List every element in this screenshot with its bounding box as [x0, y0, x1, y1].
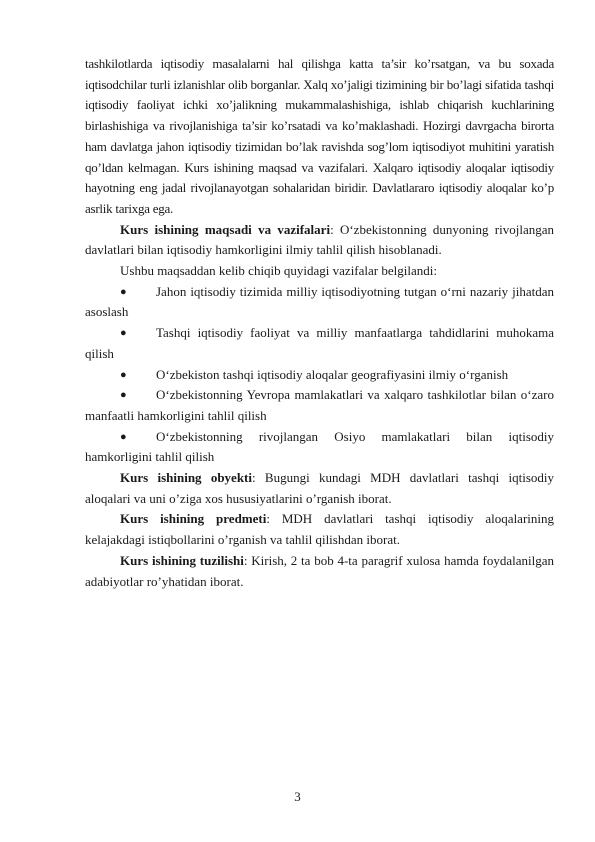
bullet-icon: ●: [120, 327, 127, 340]
task-item: [85, 282, 554, 323]
bullet-icon: ●: [120, 368, 127, 381]
task-text: O‘zbekiston tashqi iqtisodiy aloqalar geografiyasini ilmiy o‘rganish: [156, 366, 509, 382]
bullet-icon: ●: [120, 389, 127, 402]
structure-label: Kurs ishining tuzilishi: [120, 552, 244, 568]
subject-paragraph: [85, 509, 554, 550]
object-text: : Bugungi kundagi MDH davlatlari tashqi iqtisodiy aloqalari va uni o’ziga xos hususiyatlarini o’rganish iborat.: [85, 470, 554, 506]
object-label: Kurs ishining obyekti: [120, 470, 253, 486]
bullet-icon: ●: [120, 430, 127, 443]
task-item: [85, 385, 554, 426]
task-text: Jahon iqtisodiy tizimida milliy iqtisodiyotning tutgan o‘rni nazariy jihatdan asoslash: [85, 283, 554, 320]
task-item: [85, 323, 554, 364]
task-text: O‘zbekistonning rivojlangan Osiyo mamlakatlari bilan iqtisodiy hamkorligini tahlil qilish: [85, 428, 554, 465]
goal-text: : O‘zbekistonning dunyoning rivojlangan davlatlari bilan iqtisodiy hamkorligini ilmiy tahlil qilish hisoblanadi.: [85, 221, 554, 258]
structure-paragraph: [85, 551, 554, 592]
structure-text: : Kirish, 2 ta bob 4-ta paragrif xulosa hamda foydalanilgan adabiyotlar ro’yhatidan iborat.: [85, 552, 554, 589]
bullet-icon: ●: [120, 285, 127, 298]
task-text: Tashqi iqtisodiy faoliyat va milliy manfaatlarga tahdidlarini muhokama qilish: [85, 325, 554, 361]
tasks-intro: Ushbu maqsaddan kelib chiqib quyidagi vazifalar belgilandi:: [120, 263, 437, 279]
task-text: O‘zbekistonning Yevropa mamlakatlari va xalqaro tashkilotlar bilan o‘zaro manfaatli hamkorligini tahlil qilish: [85, 387, 554, 423]
goal-label: Kurs ishining maqsadi va vazifalari: [120, 221, 331, 237]
subject-text: : MDH davlatlari tashqi iqtisodiy aloqalarining kelajakdagi istiqbollarini o’rganish va tahlil qilishdan iborat.: [85, 511, 555, 548]
subject-label: Kurs ishining predmeti: [120, 511, 267, 527]
page-number: 3: [294, 789, 301, 804]
goal-paragraph: [85, 220, 554, 261]
task-item: [85, 365, 554, 386]
task-item: [85, 427, 554, 468]
intro-paragraph: tashkilotlarda iqtisodiy masalalarni hal qilishga katta ta’sir ko’rsatgan, va bu soxada iqtisodchilar turli izlanishlar olib borganlar. Xalq xo’jaligi tizimining bir bo’lagi sifatida tashqi iqtisodiy faoliyat ichki xo’jalikning mukammalashishiga, ishlab chiqarish kuchlarining birlashishiga va rivojlanishiga ta’sir ko’rsatadi va ko’maklashadi. Hozirgi davrgacha birorta ham davlatga jahon iqtisodiy tizimidan bo’lak ravishda sog’lom iqtisodiyot muhitini yaratish qo’ldan kelmagan. Kurs ishining maqsad va vazifalari. Xalqaro iqtisodiy aloqalar iqtisodiy hayotning eng jadal rivojlanayotgan sohalaridan biridir. Davlatlararo iqtisodiy aloqalar ko’p asrlik tarixga ega.: [85, 56, 554, 216]
object-paragraph: [85, 468, 554, 509]
